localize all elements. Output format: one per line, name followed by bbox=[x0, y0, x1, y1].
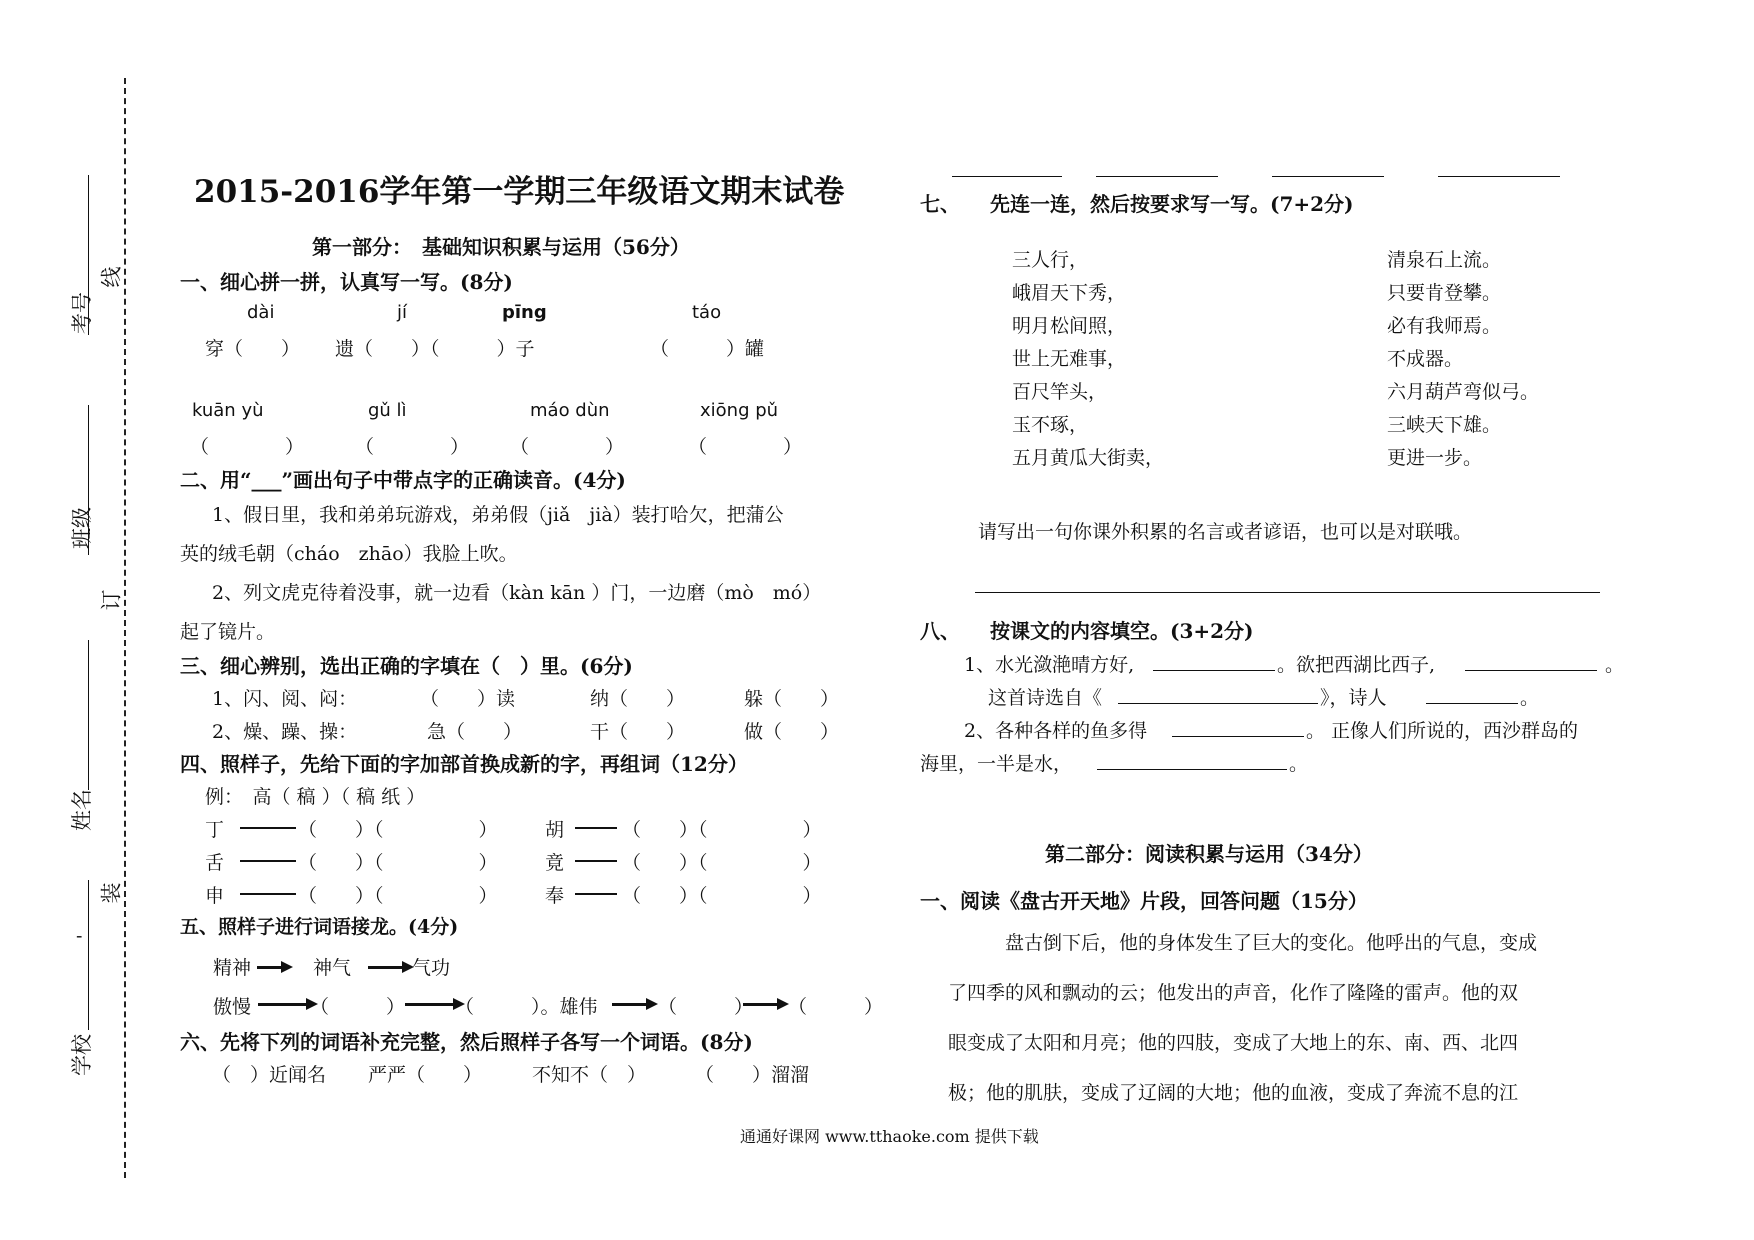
side-label-banji: 班级 bbox=[70, 507, 94, 549]
q6-item-3: 不知不（ ） bbox=[532, 1064, 647, 1086]
q4-right-blank-1: （ ）（ ） bbox=[622, 819, 822, 841]
footer-credit: 通通好课网 www.tthaoke.com 提供下载 bbox=[740, 1127, 1039, 1146]
q3-heading: 三、细心辨别，选出正确的字填在（ ）里。(6分) bbox=[180, 654, 633, 678]
r1-line-2: 了四季的风和飘动的云；他发出的声音，化作了隆隆的雷声。他的双 bbox=[948, 982, 1519, 1004]
q8-line1-c: 。 bbox=[1605, 654, 1625, 676]
answer-line bbox=[1438, 176, 1560, 177]
q8-line3-b: 。 正像人们所说的，西沙群岛的 bbox=[1306, 720, 1579, 742]
q1-char-2: 遗（ ）（ ）子 bbox=[335, 338, 535, 360]
q5-blank-4: （ ） bbox=[788, 996, 884, 1018]
q3-row2-label: 2、燥、躁、操： bbox=[212, 721, 358, 743]
r1-heading: 一、阅读《盘古开天地》片段，回答问题（15分） bbox=[920, 889, 1368, 913]
side-label-xian: 线 bbox=[99, 266, 124, 288]
page-title: 2015-2016学年第一学期三年级语文期末试卷 bbox=[194, 174, 845, 210]
q1-blank-7: （ ） bbox=[510, 436, 625, 458]
side-label-kaohao: 考号 bbox=[70, 292, 94, 334]
q1-pinyin-6: gǔ lì bbox=[368, 400, 407, 421]
q4-left-blank-1: （ ）（ ） bbox=[298, 819, 498, 841]
arrow-icon bbox=[257, 966, 283, 969]
part2-heading: 第二部分：阅读积累与运用（34分） bbox=[1045, 842, 1373, 866]
q8-line4-a: 海里，一半是水， bbox=[920, 753, 1073, 775]
q5-blank-2: （ ）。雄伟 bbox=[455, 996, 598, 1018]
q4-dash bbox=[240, 893, 296, 895]
q4-heading: 四、照样子，先给下面的字加部首换成新的字，再组词（12分） bbox=[180, 752, 748, 776]
arrow-icon bbox=[743, 1003, 779, 1006]
part1-heading: 第一部分： 基础知识积累与运用（56分） bbox=[312, 235, 690, 259]
q3-row1-a: （ ）读 bbox=[420, 688, 516, 710]
q4-dash bbox=[575, 827, 617, 829]
q3-row2-a: 急（ ） bbox=[427, 721, 523, 743]
kaohao-blank bbox=[88, 175, 89, 335]
q6-item-4: （ ）溜溜 bbox=[695, 1064, 810, 1086]
side-label-xingming: 姓名 bbox=[70, 789, 94, 831]
q1-pinyin-4: táo bbox=[692, 302, 722, 323]
xuexiao-blank bbox=[88, 880, 89, 1030]
q3-row2-b: 干（ ） bbox=[590, 721, 686, 743]
q1-blank-6: （ ） bbox=[355, 436, 470, 458]
q8-blank bbox=[1153, 670, 1275, 671]
q1-heading: 一、细心拼一拼，认真写一写。(8分) bbox=[180, 270, 513, 294]
arrow-icon bbox=[258, 1003, 308, 1006]
q5-heading: 五、照样子进行词语接龙。(4分) bbox=[180, 916, 459, 938]
q3-row1-c: 躲（ ） bbox=[744, 688, 840, 710]
arrow-icon bbox=[368, 966, 404, 969]
q4-left-blank-2: （ ）（ ） bbox=[298, 852, 498, 874]
arrow-icon bbox=[405, 1003, 455, 1006]
q3-row2-c: 做（ ） bbox=[744, 721, 840, 743]
q5-ex-1: 精神 bbox=[213, 957, 252, 979]
answer-line bbox=[952, 176, 1062, 177]
q1-blank-5: （ ） bbox=[190, 436, 305, 458]
q6-heading: 六、先将下列的词语补充完整，然后照样子各写一个词语。(8分) bbox=[180, 1030, 753, 1054]
q4-right-char-1: 胡 bbox=[545, 819, 565, 841]
arrow-icon bbox=[612, 1003, 648, 1006]
q7-left-4: 世上无难事， bbox=[1012, 348, 1127, 370]
q1-pinyin-2: jí bbox=[397, 302, 408, 323]
q8-line2-c: 。 bbox=[1520, 687, 1540, 709]
q5-ex-3: 气功 bbox=[412, 957, 451, 979]
q7-left-2: 峨眉天下秀， bbox=[1012, 282, 1127, 304]
q7-prompt: 请写出一句你课外积累的名言或者谚语，也可以是对联哦。 bbox=[978, 521, 1473, 543]
banji-blank bbox=[88, 405, 89, 555]
q7-left-5: 百尺竿头， bbox=[1012, 381, 1108, 403]
q5-blank-1: （ ） bbox=[310, 996, 406, 1018]
q7-right-6: 三峡天下雄。 bbox=[1387, 414, 1502, 436]
q7-heading: 七、 先连一连，然后按要求写一写。(7+2分) bbox=[920, 192, 1354, 216]
q3-row1-label: 1、闪、阅、闷： bbox=[212, 688, 358, 710]
q2-heading: 二、用“___”画出句子中带点字的正确读音。(4分) bbox=[180, 468, 626, 492]
xingming-blank bbox=[88, 640, 89, 790]
q8-line2-a: 这首诗选自《 bbox=[988, 687, 1103, 709]
q8-blank bbox=[1172, 736, 1304, 737]
r1-line-1: 盘古倒下后，他的身体发生了巨大的变化。他呼出的气息，变成 bbox=[1005, 932, 1538, 954]
q1-blank-8: （ ） bbox=[688, 436, 803, 458]
side-dash: - bbox=[76, 925, 83, 947]
q4-right-blank-2: （ ）（ ） bbox=[622, 852, 822, 874]
q1-pinyin-3: pīng bbox=[502, 302, 547, 323]
q4-dash bbox=[575, 860, 617, 862]
q4-right-char-2: 竟 bbox=[545, 852, 565, 874]
q7-left-6: 玉不琢， bbox=[1012, 414, 1089, 436]
r1-line-3: 眼变成了太阳和月亮；他的四肢，变成了大地上的东、南、西、北四 bbox=[948, 1032, 1519, 1054]
q8-line2-b: 》，诗人 bbox=[1320, 687, 1387, 709]
q8-blank bbox=[1465, 670, 1597, 671]
binding-dashed-line bbox=[124, 78, 126, 1178]
q8-line4-b: 。 bbox=[1289, 753, 1309, 775]
q6-item-1: （ ）近闻名 bbox=[212, 1064, 327, 1086]
q4-left-blank-3: （ ）（ ） bbox=[298, 885, 498, 907]
q4-dash bbox=[575, 893, 617, 895]
q7-right-7: 更进一步。 bbox=[1387, 447, 1483, 469]
r1-line-4: 极；他的肌肤，变成了辽阔的大地；他的血液，变成了奔流不息的江 bbox=[948, 1082, 1519, 1104]
q8-line1-b: 。欲把西湖比西子, bbox=[1277, 654, 1436, 676]
q7-left-1: 三人行， bbox=[1012, 249, 1089, 271]
q8-line1-a: 1、水光潋滟晴方好, bbox=[964, 654, 1135, 676]
q8-blank bbox=[1118, 703, 1318, 704]
q5-ex-2: 神气 bbox=[313, 957, 352, 979]
answer-line bbox=[1096, 176, 1218, 177]
q8-blank bbox=[1426, 703, 1518, 704]
q4-left-char-3: 申 bbox=[205, 885, 225, 907]
q4-example: 例： 高（ 稿 ）（ 稿 纸 ） bbox=[205, 786, 426, 808]
q1-char-1: 穿（ ） bbox=[205, 338, 301, 360]
q4-left-char-1: 丁 bbox=[205, 819, 225, 841]
q3-row1-b: 纳（ ） bbox=[590, 688, 686, 710]
q7-right-2: 只要肯登攀。 bbox=[1387, 282, 1502, 304]
q5-start: 傲慢 bbox=[213, 996, 252, 1018]
q2-line-1: 1、假日里，我和弟弟玩游戏，弟弟假（jiǎ jià）装打哈欠，把蒲公 bbox=[212, 504, 784, 526]
q7-left-7: 五月黄瓜大街卖， bbox=[1012, 447, 1165, 469]
side-label-zhuang: 装 bbox=[99, 882, 124, 904]
q4-dash bbox=[240, 827, 296, 829]
q5-blank-3: （ ） bbox=[658, 996, 754, 1018]
q7-right-1: 清泉石上流。 bbox=[1387, 249, 1502, 271]
q7-right-4: 不成器。 bbox=[1387, 348, 1464, 370]
side-label-xuexiao: 学校 bbox=[70, 1034, 94, 1076]
q4-left-char-2: 舌 bbox=[205, 852, 225, 874]
q7-right-3: 必有我师焉。 bbox=[1387, 315, 1502, 337]
q2-line-3: 2、列文虎克待着没事，就一边看（kàn kān ）门，一边磨（mò mó） bbox=[212, 582, 822, 604]
q7-left-3: 明月松间照， bbox=[1012, 315, 1127, 337]
answer-line bbox=[1272, 176, 1384, 177]
q2-line-4: 起了镜片。 bbox=[180, 621, 276, 643]
q1-pinyin-8: xiōng pǔ bbox=[700, 400, 779, 421]
q8-blank bbox=[1097, 769, 1287, 770]
q1-pinyin-5: kuān yù bbox=[192, 400, 264, 421]
q4-dash bbox=[240, 860, 296, 862]
side-label-ding: 订 bbox=[99, 589, 124, 611]
q7-right-5: 六月葫芦弯似弓。 bbox=[1387, 381, 1540, 403]
q1-char-3: （ ）罐 bbox=[650, 338, 765, 360]
q8-line3-a: 2、各种各样的鱼多得 bbox=[964, 720, 1148, 742]
q7-answer-line bbox=[975, 592, 1600, 593]
q4-right-char-3: 奉 bbox=[545, 885, 565, 907]
q6-item-2: 严严（ ） bbox=[368, 1064, 483, 1086]
q1-pinyin-7: máo dùn bbox=[530, 400, 610, 421]
q1-pinyin-1: dài bbox=[247, 302, 275, 323]
q4-right-blank-3: （ ）（ ） bbox=[622, 885, 822, 907]
q2-line-2: 英的绒毛朝（cháo zhāo）我脸上吹。 bbox=[180, 543, 518, 565]
q8-heading: 八、 按课文的内容填空。(3+2分) bbox=[920, 619, 1254, 643]
